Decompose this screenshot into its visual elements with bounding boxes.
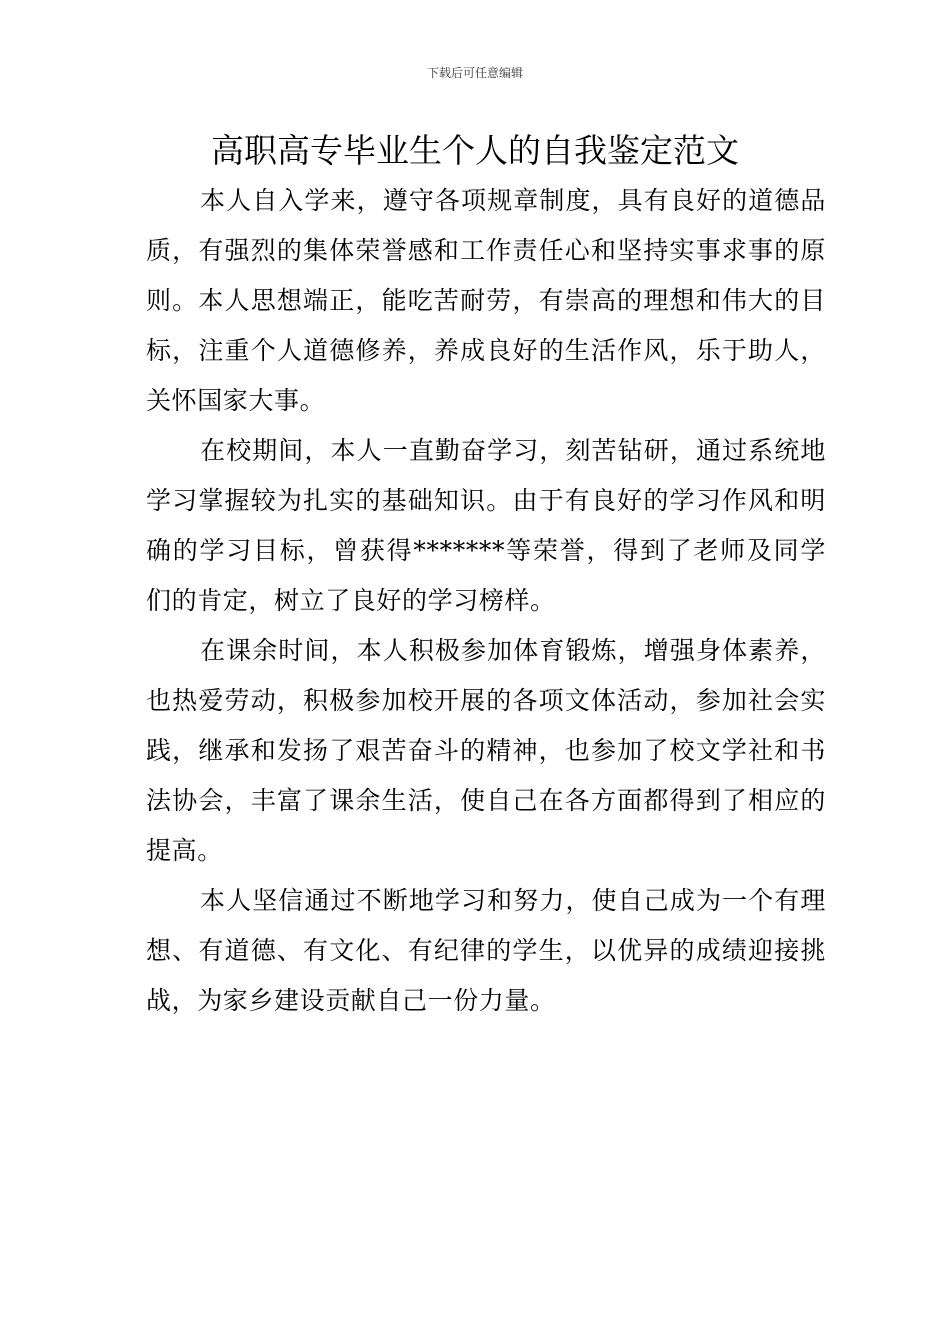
document-body <box>146 176 826 1026</box>
document-title: 高职高专毕业生个人的自我鉴定范文 <box>211 131 739 170</box>
paragraph-4: 本人坚信通过不断地学习和努力，使自己成为一个有理想、有道德、有文化、有纪律的学生，以优异的成绩迎接挑战，为家乡建设贡献自己一份力量。 <box>146 886 826 1015</box>
paragraph-3: 在课余时间，本人积极参加体育锻炼，增强身体素养，也热爱劳动，积极参加校开展的各项文体活动，参加社会实践，继承和发扬了艰苦奋斗的精神，也参加了校文学社和书法协会，丰富了课余生活，使自己在各方面都得到了相应的提高。 <box>146 636 826 865</box>
paragraph-2: 在校期间，本人一直勤奋学习，刻苦钻研，通过系统地学习掌握较为扎实的基础知识。由于有良好的学习作风和明确的学习目标，曾获得*******等荣誉，得到了老师及同学们的肯定，树立了良好的学习榜样。 <box>146 436 826 615</box>
header-note: 下载后可任意编辑 <box>426 66 523 80</box>
paragraph-1: 本人自入学来，遵守各项规章制度，具有良好的道德品质，有强烈的集体荣誉感和工作责任心和坚持实事求事的原则。本人思想端正，能吃苦耐劳，有崇高的理想和伟大的目标，注重个人道德修养，养成良好的生活作风，乐于助人，关怀国家大事。 <box>146 186 826 415</box>
